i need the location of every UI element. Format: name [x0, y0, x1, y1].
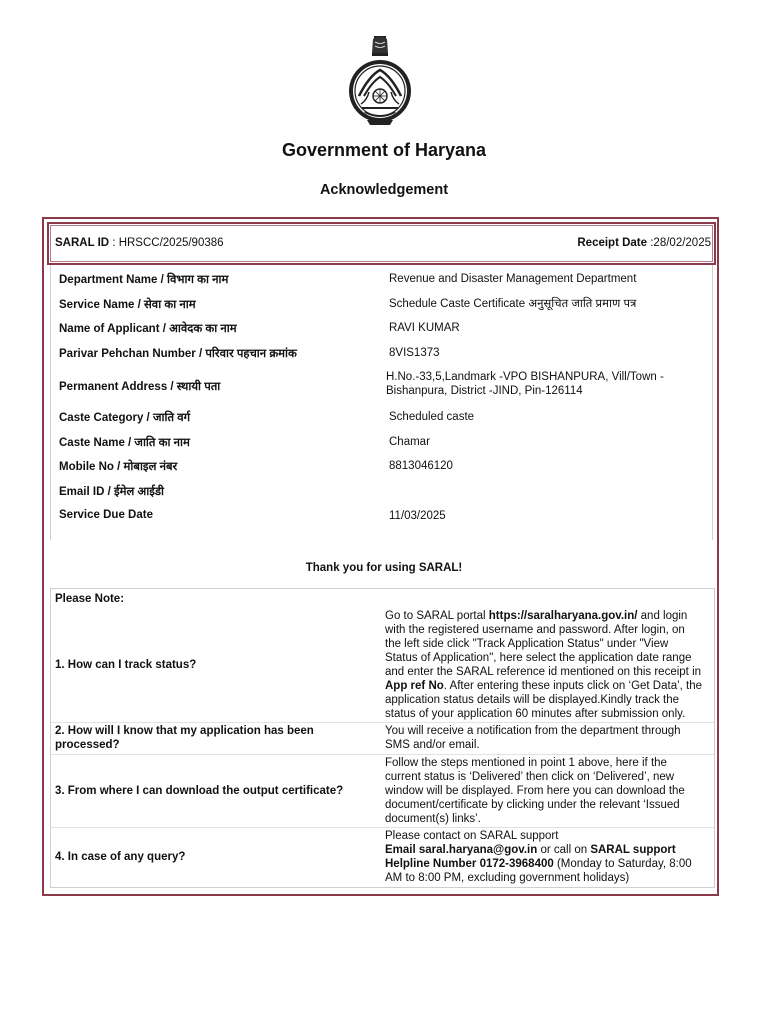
- detail-label: Caste Category / जाति वर्ग: [59, 412, 191, 424]
- detail-label: Parivar Pehchan Number / परिवार पहचान क्रमांक: [59, 348, 297, 360]
- thank-you-message: Thank you for using SARAL!: [305, 562, 463, 574]
- detail-label: Caste Name / जाति का नाम: [59, 437, 190, 449]
- saral-id: [55, 237, 224, 249]
- detail-value: Revenue and Disaster Management Department: [389, 273, 637, 285]
- detail-label: Permanent Address / स्थायी पता: [59, 381, 221, 393]
- detail-value: Chamar: [389, 436, 430, 448]
- detail-value: Scheduled caste: [389, 411, 475, 423]
- please-note-section: [50, 588, 715, 888]
- faq-question: 2. How will I know that my application has been processed?: [55, 725, 314, 751]
- saral-id-value: : HRSCC/2025/90386: [109, 237, 224, 249]
- detail-label: Service Due Date: [59, 509, 153, 521]
- note-heading: Please Note:: [55, 593, 125, 605]
- faq-answer: You will receive a notification from the department through SMS and/or email.: [385, 725, 681, 751]
- saral-id-label: SARAL ID: [55, 237, 110, 249]
- receipt-id-row: [50, 225, 713, 262]
- receipt-date: [577, 237, 711, 249]
- answer-text: (Monday to Saturday, 8:00 AM to 8:00 PM, excluding government holidays): [385, 858, 692, 884]
- detail-label: Mobile No / मोबाइल नंबर: [59, 461, 178, 473]
- support-email-link[interactable]: Email saral.haryana@gov.in: [385, 844, 538, 856]
- answer-text: and login with the registered username and password. After login, on the left side click "Track Application Status" under "View Status of Application", here select the application date range and enter the SARAL reference id mentioned on this receipt in: [385, 610, 702, 678]
- receipt-date-label: Receipt Date: [577, 237, 648, 249]
- faq-answer: [385, 829, 703, 885]
- detail-value: RAVI KUMAR: [389, 322, 460, 334]
- faq-question: 4. In case of any query?: [55, 851, 186, 863]
- detail-label: Email ID / ईमेल आईडी: [59, 486, 165, 498]
- divider: [51, 722, 714, 723]
- divider: [51, 827, 714, 828]
- answer-text: Please contact on SARAL support: [385, 830, 559, 842]
- application-details: [50, 265, 713, 540]
- haryana-state-emblem-icon: [347, 34, 413, 128]
- support-helpline: SARAL support Helpline Number 0172-3968400: [385, 844, 676, 870]
- detail-value: 8VIS1373: [389, 347, 440, 359]
- detail-label: Name of Applicant / आवेदक का नाम: [59, 323, 237, 335]
- page-subtitle: Acknowledgement: [319, 182, 449, 198]
- detail-value: 8813046120: [389, 460, 453, 472]
- faq-answer: [385, 609, 703, 721]
- detail-label: Service Name / सेवा का नाम: [59, 299, 196, 311]
- detail-label: Department Name / विभाग का नाम: [59, 274, 229, 286]
- answer-text: or call on: [537, 844, 591, 856]
- faq-answer: Follow the steps mentioned in point 1 above, here if the current status is ‘Delivered’ then click on ‘Delivered’, new window will be displayed. From here you can download the document/certificate by clicking under the relevant ‘Issued document(s) links’.: [385, 757, 685, 825]
- answer-text: . After entering these inputs click on ‘Get Data’, the application status details will be displayed.Kindly track the status of your application 60 minutes after submission only.: [385, 680, 703, 720]
- answer-text: Go to SARAL portal: [385, 610, 489, 622]
- page-title: Government of Haryana: [281, 140, 487, 160]
- detail-value: Schedule Caste Certificate अनुसूचित जाति प्रमाण पत्र: [389, 298, 637, 310]
- receipt-date-value: :28/02/2025: [647, 237, 711, 249]
- faq-question: 3. From where I can download the output certificate?: [55, 785, 344, 797]
- detail-value: H.No.-33,5,Landmark -VPO BISHANPURA, Vill/Town - Bishanpura, District -JIND, Pin-126114: [386, 371, 664, 397]
- app-ref-text: App ref No: [385, 680, 444, 692]
- divider: [51, 754, 714, 755]
- faq-question: 1. How can I track status?: [55, 659, 197, 671]
- detail-value: 11/03/2025: [389, 510, 446, 522]
- saral-portal-link[interactable]: https://saralharyana.gov.in/: [488, 610, 638, 622]
